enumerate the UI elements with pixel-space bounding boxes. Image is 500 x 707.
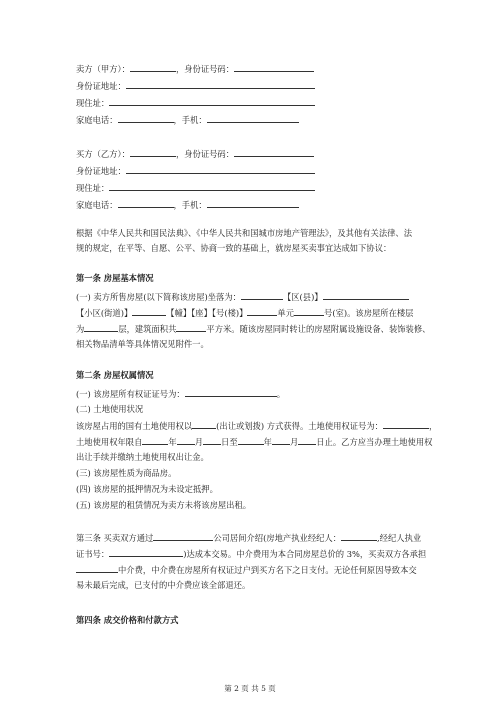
page-number-footer: 第 2 页 共 5 页	[224, 684, 276, 693]
buyer-current-label: 现住址：	[76, 183, 110, 193]
art2-line-6: (三) 该房屋性质为商品房。	[76, 468, 177, 478]
art1-location-blank[interactable]	[241, 290, 283, 300]
art3-fee-blank[interactable]	[76, 563, 118, 573]
art3-l1b: 公司居间介绍(房地产执业经纪人：	[213, 533, 342, 543]
art1-l2d: 号(室)。该房屋所在楼层	[324, 308, 414, 318]
art1-l3c: 平方米。随该房屋同时转让的房屋附属设施设备、装饰装修、	[206, 324, 431, 334]
seller-address-line	[76, 79, 315, 92]
art2-line-8: (五) 该房屋的租赁情况为卖方未将该房屋出租。	[76, 500, 252, 510]
seller-id-label: ，身份证号码：	[175, 64, 235, 74]
art1-unit-blank[interactable]	[247, 306, 277, 316]
art3-line-2	[76, 547, 426, 560]
art1-line-3	[76, 322, 430, 335]
art2-land-cert-blank[interactable]	[383, 419, 429, 429]
seller-current-label: 现住址：	[76, 98, 110, 108]
buyer-phone-blank[interactable]	[118, 198, 174, 208]
art1-line-2	[76, 306, 413, 319]
seller-phone-blank[interactable]	[118, 113, 174, 123]
buyer-address-blank[interactable]	[126, 164, 315, 174]
art1-district-blank[interactable]	[323, 290, 409, 300]
seller-address-blank[interactable]	[126, 79, 315, 89]
seller-current-line	[76, 96, 315, 109]
intro-line-1: 根据《中华人民共和国民法典》、《中华人民共和国城市房地产管理法》，及其他有关法律、法	[76, 228, 413, 238]
intro-line-2: 规的规定，在平等、自愿、公平、协商一致的基础上，就房屋买卖事宜达成如下协议：	[76, 243, 392, 253]
seller-name-line	[76, 62, 314, 75]
art3-line-3	[76, 563, 417, 576]
art2-line-3	[76, 419, 437, 432]
art1-floor-blank[interactable]	[84, 322, 118, 332]
art2-l4e: 年	[263, 437, 272, 447]
buyer-name-blank[interactable]	[130, 147, 176, 157]
seller-mobile-label: ，手机：	[173, 115, 207, 125]
buyer-id-blank[interactable]	[234, 147, 314, 157]
seller-current-blank[interactable]	[109, 96, 315, 106]
art2-method-blank[interactable]	[192, 419, 216, 429]
art1-l2a: 【小区(街道)】	[76, 308, 133, 318]
art2-certificate-blank[interactable]	[185, 387, 277, 397]
art2-start-month-blank[interactable]	[177, 435, 195, 445]
article-1-title: 第一条 房屋基本情况	[76, 273, 154, 283]
art1-room-blank[interactable]	[294, 306, 324, 316]
art1-l1a: (一) 卖方所售房屋(以下简称该房屋)坐落为：	[76, 292, 241, 302]
art1-l2c: 单元	[277, 308, 295, 318]
art2-l4d: 日至	[221, 437, 238, 447]
buyer-current-blank[interactable]	[109, 181, 315, 191]
art2-end-day-blank[interactable]	[298, 435, 316, 445]
article-2-title: 第二条 房屋权属情况	[76, 370, 154, 380]
art1-line-4: 相关物品清单等具体情况见附件一。	[76, 339, 209, 349]
art2-line-7: (四) 该房屋的抵押情况为未设定抵押。	[76, 484, 218, 494]
art3-company-blank[interactable]	[153, 531, 213, 541]
buyer-current-line	[76, 181, 315, 194]
art1-l1b: 【区(县)】	[282, 292, 323, 302]
seller-label: 卖方（甲方）：	[76, 64, 130, 74]
art2-l3b: (出让或划拨) 方式获得。土地使用权证号为：	[216, 421, 383, 431]
art3-l2b: )达成本交易。中介费用为本合同房屋总价的 3%，买卖双方各承担	[183, 549, 427, 559]
art2-l4f: 月	[289, 437, 299, 447]
art2-end-month-blank[interactable]	[272, 435, 290, 445]
art2-line-5: 出让手续并缴纳土地使用权出让金。	[76, 452, 209, 462]
art3-l3b: 中介费，中介费在房屋所有权证过户到买方名下之日支付。无论任何原因导致本交	[118, 565, 417, 575]
art3-cert-no-blank[interactable]	[109, 547, 183, 557]
seller-name-blank[interactable]	[130, 62, 176, 72]
buyer-address-label: 身份证地址：	[76, 166, 126, 176]
art2-l4a: 土地使用权年限自	[76, 437, 143, 447]
art2-end-year-blank[interactable]	[238, 435, 264, 445]
art1-community-blank[interactable]	[132, 306, 166, 316]
seller-phone-label: 家庭电话：	[76, 115, 118, 125]
seller-address-label: 身份证地址：	[76, 81, 126, 91]
art1-l3a: 为	[76, 324, 85, 334]
art2-l3c: ，	[428, 421, 438, 431]
buyer-phone-label: 家庭电话：	[76, 200, 118, 210]
buyer-mobile-label: ，手机：	[173, 200, 207, 210]
art3-agent-blank[interactable]	[341, 531, 377, 541]
art2-l4b: 年	[168, 437, 177, 447]
seller-phone-line	[76, 113, 299, 126]
buyer-address-line	[76, 164, 315, 177]
seller-id-blank[interactable]	[234, 62, 314, 72]
art2-l4c: 月	[194, 437, 204, 447]
art2-l1: (一) 该房屋所有权证证号为：	[76, 389, 185, 399]
art1-area-blank[interactable]	[176, 322, 206, 332]
art1-line-1	[76, 290, 409, 303]
art2-start-day-blank[interactable]	[203, 435, 221, 445]
buyer-label: 买方（乙方）：	[76, 149, 130, 159]
art2-l1end: 。	[276, 389, 285, 399]
art3-l2a: 证书号：	[76, 549, 110, 559]
art1-l2b: 【幢】【座】【号(楼)】	[166, 308, 248, 318]
art2-start-year-blank[interactable]	[142, 435, 168, 445]
buyer-phone-line	[76, 198, 299, 211]
art2-line-1	[76, 387, 285, 400]
buyer-name-line	[76, 147, 314, 160]
art2-l4g: 日止。乙方应当办理土地使用权	[316, 437, 433, 447]
article-4-title: 第四条 成交价格和付款方式	[76, 615, 179, 625]
buyer-mobile-blank[interactable]	[207, 198, 299, 208]
art3-line-4: 易未最后完成，已支付的中介费应该全部退还。	[76, 580, 251, 590]
art2-line-4	[76, 435, 432, 448]
art2-l3a: 该房屋占用的国有土地使用权以	[76, 421, 193, 431]
art3-l1a: 第三条 买卖双方通过	[76, 533, 154, 543]
art2-line-2: (二) 土地使用状况	[76, 404, 144, 414]
art1-l3b: 层，建筑面积共	[118, 324, 177, 334]
buyer-id-label: ，身份证号码：	[175, 149, 235, 159]
art3-l1c: ,经纪人执业	[377, 533, 422, 543]
art3-line-1	[76, 531, 421, 544]
seller-mobile-blank[interactable]	[207, 113, 299, 123]
